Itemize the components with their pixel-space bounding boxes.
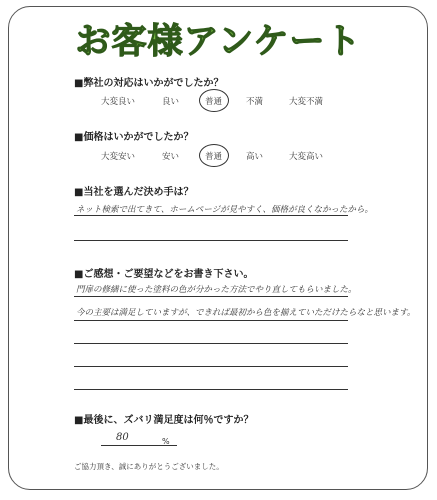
satisfaction-value: 80 <box>116 432 129 443</box>
question-price: ■価格はいかがでしたか？ <box>74 132 194 143</box>
answer-line <box>74 215 348 216</box>
option-dissatisfied[interactable]: 不満 <box>246 97 264 107</box>
question-satisfaction: ■最後に、ズバリ満足度は何％ですか？ <box>74 415 254 426</box>
thank-you-footer: ご協力頂き、誠にありがとうございました。 <box>74 462 224 471</box>
percent-unit: % <box>162 437 170 446</box>
option-very-good[interactable]: 大変良い <box>101 97 136 107</box>
answer-line <box>74 389 348 390</box>
comment-answer-line-2: 今の主要は満足していますが、できれば最初から色を揃えていただけたらなと思います。 <box>76 308 416 318</box>
question-deciding-factor: ■当社を選んだ決め手は？ <box>74 187 194 198</box>
answer-line <box>74 240 348 241</box>
comment-answer-line-1: 門扉の修繕に使った塗料の色が分かった方法でやり直してもらいました。 <box>76 285 357 295</box>
question-service: ■弊社の対応はいかがでしたか？ <box>74 78 224 89</box>
survey-title: お客様アンケート <box>75 22 362 62</box>
option-normal[interactable]: 普通 <box>205 97 223 107</box>
selected-circle-price <box>199 144 229 167</box>
answer-line <box>74 296 348 297</box>
option-good[interactable]: 良い <box>162 97 180 107</box>
option-normal[interactable]: 普通 <box>205 152 223 162</box>
answer-line <box>74 320 348 321</box>
option-cheap[interactable]: 安い <box>162 152 180 162</box>
answer-line <box>74 366 348 367</box>
option-expensive[interactable]: 高い <box>246 152 264 162</box>
deciding-factor-answer: ネット検索で出てきて、ホームページが見やすく、価格が良くなかったから。 <box>76 205 373 215</box>
question-comments: ■ご感想・ご要望などをお書き下さい。 <box>74 269 254 280</box>
answer-line <box>74 343 348 344</box>
option-very-expensive[interactable]: 大変高い <box>289 152 324 162</box>
option-very-cheap[interactable]: 大変安い <box>101 152 136 162</box>
selected-circle-service <box>199 89 229 112</box>
option-very-dissatisfied[interactable]: 大変不満 <box>289 97 324 107</box>
satisfaction-underline <box>101 445 177 446</box>
